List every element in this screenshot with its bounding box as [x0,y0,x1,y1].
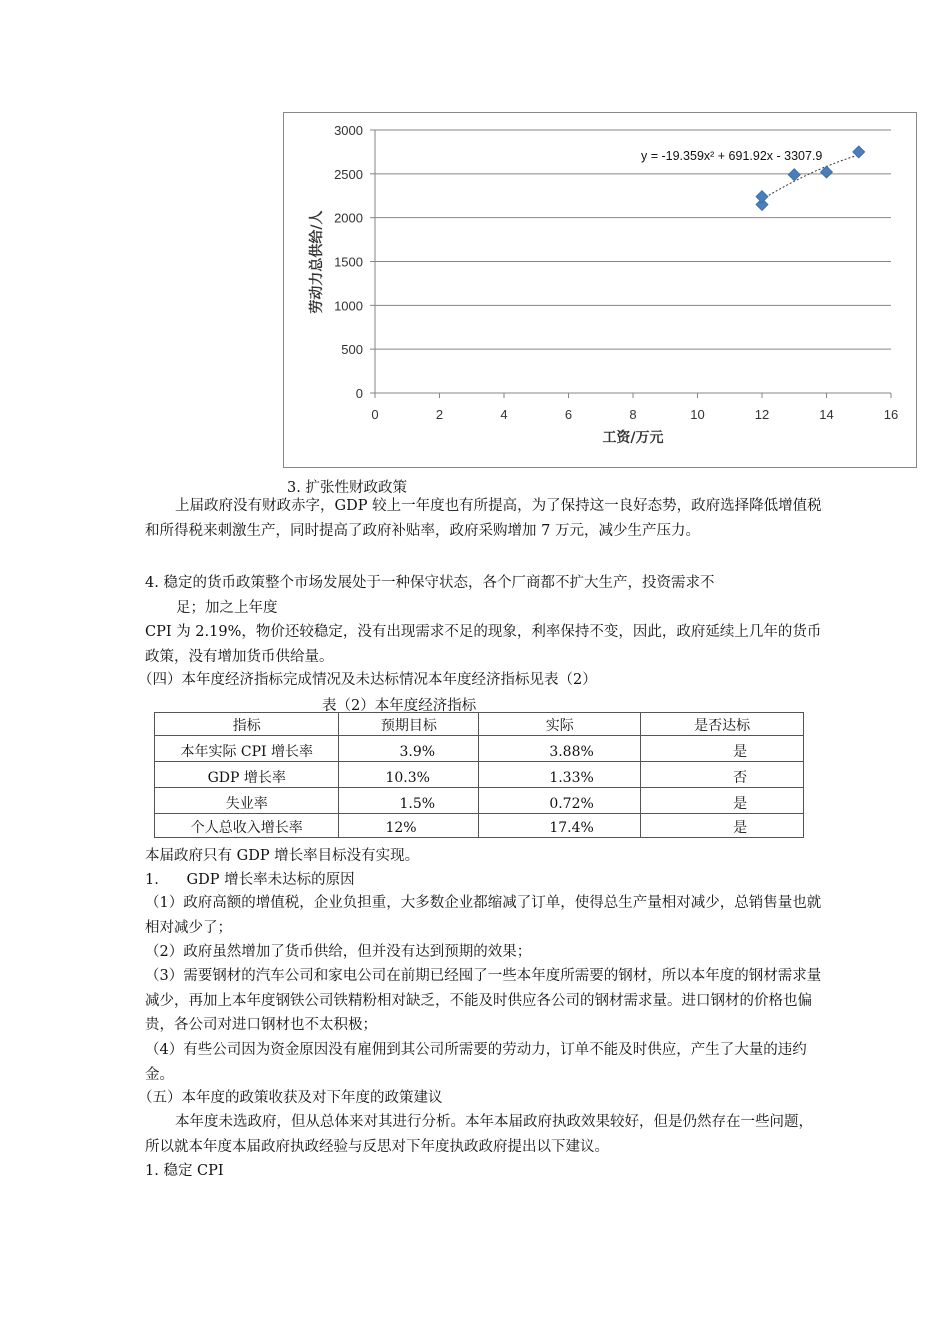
y-tick-label: 2500 [334,166,363,182]
chart-ylabel: 劳动力总供给/人 [309,210,325,314]
labor-supply-chart [283,112,917,468]
table-cell: 0.72% [479,788,641,814]
x-tick-label: 8 [629,407,637,422]
chart-xlabel: 工资/万元 [602,430,664,446]
header-cell: 实际 [479,713,641,736]
table-cell: 17.4% [479,814,641,838]
sec4-line2: 足；加之上年度 [176,600,278,616]
y-tick-label: 1000 [334,298,363,314]
table-cell: 12% [339,814,479,838]
table-cell: 本年实际 CPI 增长率 [155,736,339,762]
table-cell: GDP 增长率 [155,762,339,788]
after-table-text: 本届政府只有 GDP 增长率目标没有实现。 [145,848,420,864]
table-row [155,736,804,762]
section-five-heading: （五）本年度的政策收获及对下年度的政策建议 [138,1090,443,1106]
chart-equation: y = -19.359x² + 691.92x - 3307.9 [641,149,823,163]
table-caption: 表（2）本年度经济指标 [322,698,477,714]
reason-4: （4）有些公司因为资金原因没有雇佣到其公司所需要的劳动力，订单不能及时供应，产生了大量的违约金。 [145,1042,807,1083]
section-five-body: 本年度未选政府，但从总体来对其进行分析。本年本届政府执政效果较好，但是仍然存在一些问题，所以就本年度本届政府执政经验与反思对下年度执政政府提出以下建议。 [145,1114,813,1155]
reason-1: （1）政府高额的增值税，企业负担重，大多数企业都缩减了订单，使得总生产量相对减少，总销售量也就相对减少了； [145,895,822,936]
table-cell: 个人总收入增长率 [155,814,339,838]
x-tick-label: 12 [754,407,770,422]
table-cell: 10.3% [339,762,479,788]
last-item: 1. 稳定 CPI [145,1163,224,1179]
table-row [155,814,804,838]
table-cell: 1.33% [479,762,641,788]
indicator-table [154,712,804,838]
x-tick-label: 4 [500,407,508,422]
x-tick-label: 14 [819,407,834,422]
y-tick-label: 500 [341,342,363,358]
table-cell: 否 [641,762,804,788]
header-cell: 指标 [155,713,339,736]
y-tick-label: 2000 [334,210,363,226]
sec3-heading: 3. 扩张性财政政策 [287,480,407,496]
reason-3: （3）需要钢材的汽车公司和家电公司在前期已经囤了一些本年度所需要的钢材，所以本年度的钢材需求量减少，再加上本年度钢铁公司铁精粉相对缺乏，不能及时供应各公司的钢材需求量。进口钢材的价格也偏贵，各公司对进口钢材也不太积极； [145,968,822,1033]
reason-2: （2）政府虽然增加了货币供给，但并没有达到预期的效果； [145,944,532,960]
reason-heading: 1. GDP 增长率未达标的原因 [145,872,355,888]
table-row [155,762,804,788]
table-row [155,788,804,814]
sec4-body: CPI 为 2.19%，物价还较稳定，没有出现需求不足的现象，利率保持不变，因此，政府延续上几年的货币政策，没有增加货币供给量。 [145,624,822,665]
x-tick-label: 10 [690,407,705,422]
table-header-row [155,713,804,736]
table-cell: 是 [641,736,804,762]
table-cell: 是 [641,788,804,814]
header-cell: 预期目标 [339,713,479,736]
header-cell: 是否达标 [641,713,804,736]
table-cell: 1.5% [339,788,479,814]
table-cell: 是 [641,814,804,838]
table-cell: 3.9% [339,736,479,762]
x-tick-label: 0 [371,407,379,422]
table-cell: 失业率 [155,788,339,814]
sec3-body: 上届政府没有财政赤字，GDP 较上一年度也有所提高，为了保持这一良好态势，政府选择降低增值税和所得税来刺激生产，同时提高了政府补贴率，政府采购增加 7 万元，减少生产压力。 [145,498,822,539]
y-tick-label: 3000 [334,123,363,138]
sec4-line1: 4. 稳定的货币政策整个市场发展处于一种保守状态，各个厂商都不扩大生产，投资需求不 [145,575,715,591]
x-tick-label: 16 [883,407,899,422]
section-four-heading: （四）本年度经济指标完成情况及未达标情况本年度经济指标见表（2） [138,672,597,688]
table-cell: 3.88% [479,736,641,762]
y-tick-label: 0 [355,386,363,401]
y-tick-label: 1500 [334,254,363,270]
x-tick-label: 6 [564,407,573,422]
x-tick-label: 2 [435,407,444,422]
